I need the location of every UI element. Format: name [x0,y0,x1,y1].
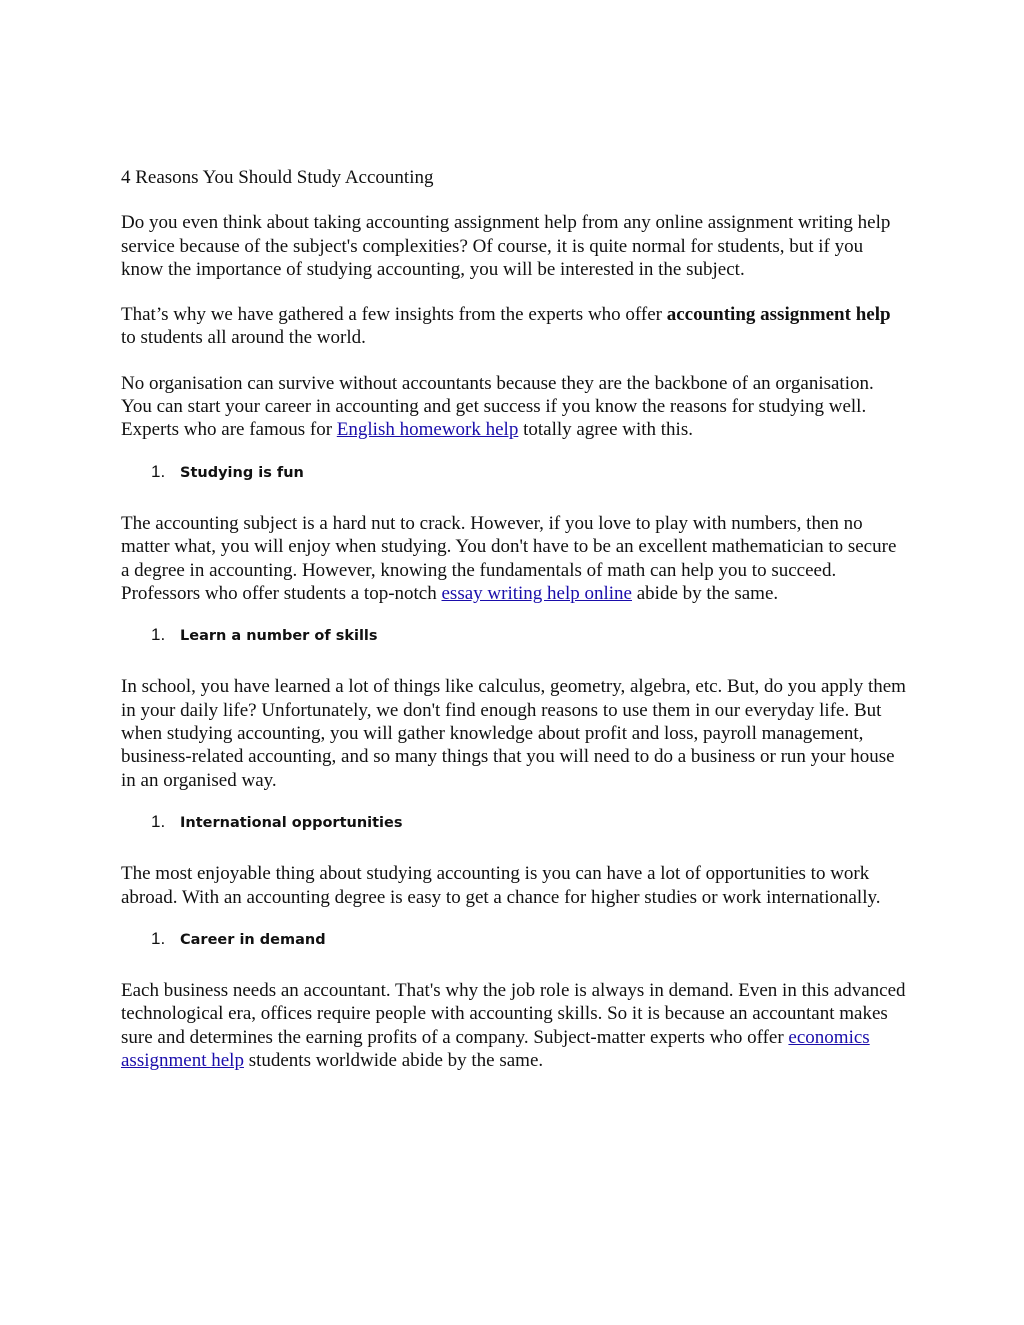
section-heading-text: Learn a number of skills [180,628,378,645]
backbone-text-before: No organisation can survive without accountants because they are the backbone of an organisation. You can start your career in accounting and get success if you know the reasons for studying well. Experts who are famous for [121,372,874,441]
section-number: 1. [151,928,166,948]
english-homework-help-link[interactable]: English homework help [336,419,519,441]
section-text-before: The accounting subject is a hard nut to crack. However, if you love to play with numbers, then no matter what, you will enjoy when studying. You don't have to be an excellent mathematician to secure a degree in accounting. However, knowing the fundamentals of math can help you to succeed. Professors who offer students a top-notch [121,512,897,604]
section-heading-text: Studying is fun [180,464,304,481]
document-body [121,166,906,1094]
section-heading-studying-is-fun [151,460,906,485]
section-number: 1. [151,811,166,831]
insights-text-before: That’s why we have gathered a few insights from the experts who offer [121,304,667,326]
section-heading-text: Career in demand [180,931,326,948]
section-text-after: students worldwide abide by the same. [243,1050,544,1072]
section-heading-learn-skills [151,623,906,648]
section-text-after: abide by the same. [632,582,779,604]
section-paragraph-career-in-demand [121,979,906,1072]
section-heading-career-in-demand [151,927,906,952]
document-title: 4 Reasons You Should Study Accounting [121,167,434,188]
section-paragraph-studying-is-fun [121,512,906,605]
insights-bold-phrase: accounting assignment help [666,304,891,326]
section-paragraph-learn-skills: In school, you have learned a lot of things like calculus, geometry, algebra, etc. But, do you apply them in your daily life? Unfortunately, we don't find enough reasons to use them in our everyday life. But when studying accounting, you will gather knowledge about profit and loss, payroll management, business-related accounting, and so many things that you will need to do a business or run your house in an organised way. [121,676,906,791]
section-number: 1. [151,625,166,645]
insights-paragraph [121,303,906,350]
insights-text-after: to students all around the world. [121,327,366,349]
economics-assignment-help-link[interactable]: economics assignment help [121,1026,870,1072]
section-number: 1. [151,461,166,481]
section-heading-text: International opportunities [180,814,403,831]
section-paragraph-international-opportunities: The most enjoyable thing about studying accounting is you can have a lot of opportunities to work abroad. With an accounting degree is easy to get a chance for higher studies or work internationally. [121,863,881,908]
backbone-paragraph [121,372,906,442]
section-heading-international-opportunities [151,810,906,835]
intro-paragraph: Do you even think about taking accounting assignment help from any online assignment writing help service because of the subject's complexities? Of course, it is quite normal for students, but if you know the importance of studying accounting, you will be interested in the subject. [121,212,891,280]
backbone-text-after: totally agree with this. [518,419,693,441]
essay-writing-help-link[interactable]: essay writing help online [441,582,632,604]
section-text-before: Each business needs an accountant. That's why the job role is always in demand. Even in this advanced technological era, offices require people with accounting skills. So it is because an accountant makes sure and determines the earning profits of a company. Subject-matter experts who offer [121,980,906,1048]
